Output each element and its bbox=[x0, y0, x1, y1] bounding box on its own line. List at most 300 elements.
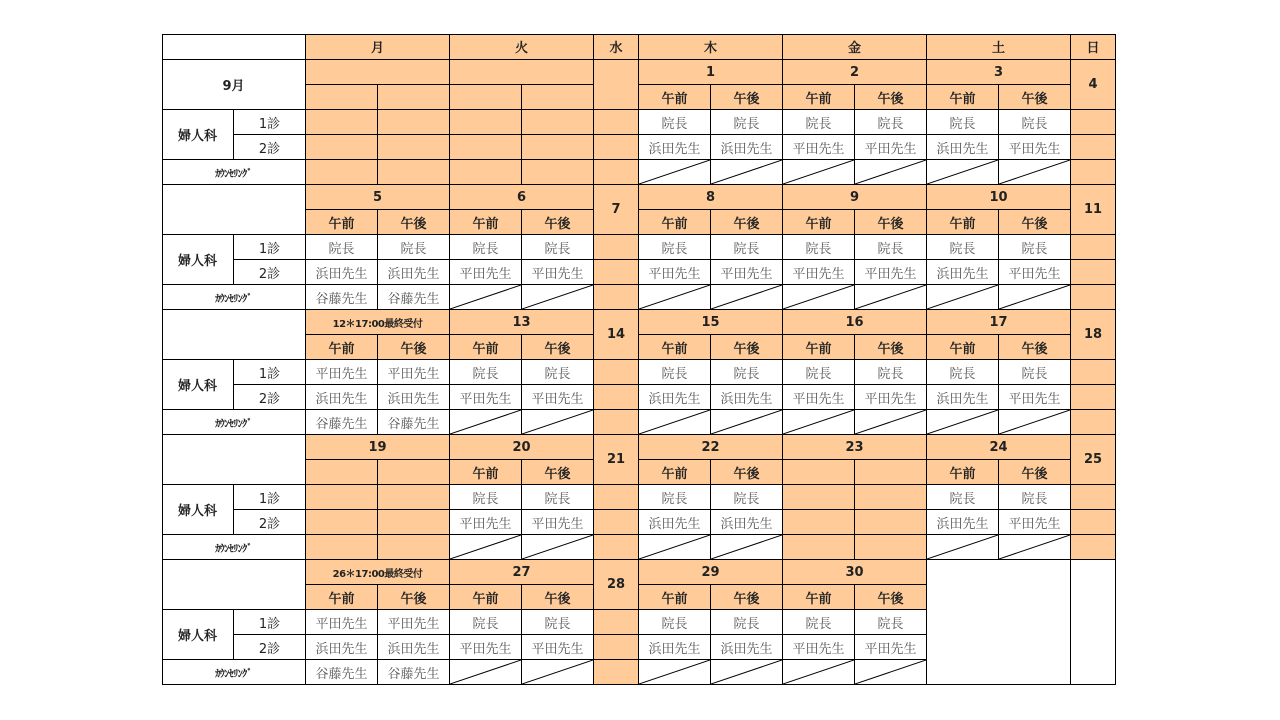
counsel-am: 谷藤先生 bbox=[306, 660, 378, 685]
diagonal-line bbox=[711, 160, 782, 184]
room1-pm: 院長 bbox=[378, 235, 450, 260]
week-label-blank bbox=[162, 185, 306, 235]
day-header-6: 日 bbox=[1071, 34, 1116, 60]
room2-am: 浜田先生 bbox=[306, 635, 378, 660]
date-mon bbox=[306, 60, 450, 85]
room1-pm: 院長 bbox=[999, 110, 1071, 135]
week-label-blank bbox=[162, 560, 306, 610]
date-closed: 4 bbox=[1071, 60, 1116, 110]
diagonal-line bbox=[855, 660, 926, 684]
diagonal-line bbox=[999, 285, 1070, 309]
diagonal-line bbox=[639, 535, 710, 559]
counsel-none-pm bbox=[711, 535, 783, 560]
date-closed: 25 bbox=[1071, 435, 1116, 485]
diagonal-line bbox=[855, 410, 926, 434]
pm-header: 午後 bbox=[711, 460, 783, 485]
date-fri: 23 bbox=[783, 435, 927, 460]
counsel-none-pm bbox=[855, 410, 927, 435]
closed-cell bbox=[594, 535, 639, 560]
closed-cell bbox=[306, 110, 378, 135]
am-header: 午前 bbox=[783, 335, 855, 360]
counsel-none-am bbox=[927, 410, 999, 435]
room2-am: 平田先生 bbox=[783, 260, 855, 285]
closed-cell bbox=[594, 610, 639, 635]
day-header-5: 土 bbox=[927, 34, 1071, 60]
counseling-label: ｶｳﾝｾﾘﾝｸﾞ bbox=[162, 410, 306, 435]
counsel-none-am bbox=[927, 285, 999, 310]
counsel-pm: 谷藤先生 bbox=[378, 285, 450, 310]
date-closed: 18 bbox=[1071, 310, 1116, 360]
room2-pm: 平田先生 bbox=[522, 510, 594, 535]
room1-pm: 院長 bbox=[999, 360, 1071, 385]
pm-header: 午後 bbox=[855, 210, 927, 235]
day-header-2: 水 bbox=[594, 34, 639, 60]
closed-cell bbox=[594, 360, 639, 385]
date-thu: 15 bbox=[639, 310, 783, 335]
counsel-none-pm bbox=[999, 535, 1071, 560]
room2-pm: 平田先生 bbox=[855, 135, 927, 160]
closed-cell bbox=[1071, 360, 1116, 385]
am-header: 午前 bbox=[783, 85, 855, 110]
room1-am: 院長 bbox=[639, 235, 711, 260]
closed-cell bbox=[1071, 410, 1116, 435]
date-fri: 30 bbox=[783, 560, 927, 585]
room2-pm: 平田先生 bbox=[855, 260, 927, 285]
diagonal-line bbox=[522, 535, 593, 559]
room2-am: 浜田先生 bbox=[306, 260, 378, 285]
room1-am: 院長 bbox=[450, 485, 522, 510]
dept-label: 婦人科 bbox=[162, 360, 234, 410]
closed-cell bbox=[1071, 510, 1116, 535]
closed-cell bbox=[306, 135, 378, 160]
pm-header: 午後 bbox=[522, 335, 594, 360]
sub-label-1: 1診 bbox=[234, 485, 306, 510]
pm-header: 午後 bbox=[522, 460, 594, 485]
counsel-none-pm bbox=[999, 160, 1071, 185]
room2-pm: 平田先生 bbox=[855, 635, 927, 660]
sub-label-1: 1診 bbox=[234, 610, 306, 635]
diagonal-line bbox=[522, 285, 593, 309]
closed-cell bbox=[450, 85, 522, 110]
date-mon: 26＊17:00最終受付 bbox=[306, 560, 450, 585]
counsel-pm: 谷藤先生 bbox=[378, 410, 450, 435]
pm-header: 午後 bbox=[999, 210, 1071, 235]
counsel-none-am bbox=[783, 285, 855, 310]
sub-label-2: 2診 bbox=[234, 260, 306, 285]
room1-pm: 院長 bbox=[711, 610, 783, 635]
room2-am: 平田先生 bbox=[450, 635, 522, 660]
closed-cell bbox=[1071, 485, 1116, 510]
counsel-none-am bbox=[450, 285, 522, 310]
closed-cell bbox=[522, 110, 594, 135]
room1-pm: 院長 bbox=[855, 360, 927, 385]
pm-header: 午後 bbox=[378, 585, 450, 610]
dept-label: 婦人科 bbox=[162, 610, 234, 660]
date-tue bbox=[450, 60, 594, 85]
closed-cell bbox=[1071, 110, 1116, 135]
date-mon: 5 bbox=[306, 185, 450, 210]
date-mon: 12＊17:00最終受付 bbox=[306, 310, 450, 335]
counsel-none-pm bbox=[999, 285, 1071, 310]
room1-pm: 院長 bbox=[522, 610, 594, 635]
closed-cell bbox=[594, 660, 639, 685]
room1-pm: 院長 bbox=[855, 610, 927, 635]
date-thu: 29 bbox=[639, 560, 783, 585]
room1-am: 院長 bbox=[639, 610, 711, 635]
pm-header: 午後 bbox=[711, 585, 783, 610]
diagonal-line bbox=[927, 285, 998, 309]
counseling-label: ｶｳﾝｾﾘﾝｸﾞ bbox=[162, 160, 306, 185]
closed-cell bbox=[450, 160, 522, 185]
counsel-none-pm bbox=[711, 285, 783, 310]
am-header: 午前 bbox=[639, 85, 711, 110]
counsel-none-pm bbox=[855, 660, 927, 685]
closed-cell bbox=[594, 160, 639, 185]
closed-cell bbox=[594, 385, 639, 410]
date-closed: 21 bbox=[594, 435, 639, 485]
closed-cell bbox=[378, 160, 450, 185]
room1-pm: 院長 bbox=[711, 110, 783, 135]
pm-header: 午後 bbox=[711, 210, 783, 235]
counsel-none-am bbox=[783, 660, 855, 685]
diagonal-line bbox=[927, 160, 998, 184]
room1-am: 院長 bbox=[927, 235, 999, 260]
room1-am: 院長 bbox=[927, 485, 999, 510]
pm-header: 午後 bbox=[711, 85, 783, 110]
room1-am: 院長 bbox=[783, 610, 855, 635]
date-fri: 16 bbox=[783, 310, 927, 335]
room1-pm: 院長 bbox=[855, 110, 927, 135]
pm-header: 午後 bbox=[855, 335, 927, 360]
closed-cell bbox=[594, 235, 639, 260]
closed-cell bbox=[522, 85, 594, 110]
closed-cell bbox=[306, 485, 378, 510]
date-closed: 7 bbox=[594, 185, 639, 235]
room1-am: 院長 bbox=[639, 485, 711, 510]
counsel-none-pm bbox=[522, 410, 594, 435]
diagonal-line bbox=[855, 160, 926, 184]
closed-cell bbox=[594, 260, 639, 285]
room1-am: 院長 bbox=[927, 110, 999, 135]
closed-cell bbox=[1071, 135, 1116, 160]
diagonal-line bbox=[999, 160, 1070, 184]
month-label: 9月 bbox=[162, 60, 306, 110]
diagonal-line bbox=[450, 410, 521, 434]
counsel-none-am bbox=[450, 660, 522, 685]
diagonal-line bbox=[783, 285, 854, 309]
sub-label-2: 2診 bbox=[234, 385, 306, 410]
closed-cell bbox=[522, 135, 594, 160]
am-header: 午前 bbox=[783, 210, 855, 235]
day-header-4: 金 bbox=[783, 34, 927, 60]
closed-cell bbox=[594, 135, 639, 160]
date-closed bbox=[594, 60, 639, 110]
diagonal-line bbox=[927, 410, 998, 434]
diagonal-line bbox=[450, 285, 521, 309]
counsel-none-pm bbox=[711, 160, 783, 185]
counsel-none-am bbox=[639, 535, 711, 560]
room2-am: 浜田先生 bbox=[639, 135, 711, 160]
closed-cell bbox=[1071, 385, 1116, 410]
room1-pm: 平田先生 bbox=[378, 610, 450, 635]
diagonal-line bbox=[711, 660, 782, 684]
pm-header: 午後 bbox=[522, 585, 594, 610]
date-sat: 17 bbox=[927, 310, 1071, 335]
room2-am: 浜田先生 bbox=[306, 385, 378, 410]
closed-cell bbox=[783, 510, 855, 535]
room2-am: 浜田先生 bbox=[927, 385, 999, 410]
am-header: 午前 bbox=[927, 460, 999, 485]
diagonal-line bbox=[522, 660, 593, 684]
room1-am: 院長 bbox=[783, 360, 855, 385]
closed-cell bbox=[855, 460, 927, 485]
counsel-none-pm bbox=[711, 660, 783, 685]
date-closed: 14 bbox=[594, 310, 639, 360]
closed-cell bbox=[855, 510, 927, 535]
counsel-none-pm bbox=[711, 410, 783, 435]
dept-label: 婦人科 bbox=[162, 110, 234, 160]
blank-area bbox=[927, 560, 1071, 685]
room2-pm: 平田先生 bbox=[999, 135, 1071, 160]
room1-pm: 院長 bbox=[711, 360, 783, 385]
room2-pm: 平田先生 bbox=[855, 385, 927, 410]
room2-pm: 浜田先生 bbox=[711, 135, 783, 160]
closed-cell bbox=[1071, 235, 1116, 260]
am-header: 午前 bbox=[639, 335, 711, 360]
pm-header: 午後 bbox=[999, 335, 1071, 360]
counsel-am: 谷藤先生 bbox=[306, 410, 378, 435]
room1-am: 院長 bbox=[639, 360, 711, 385]
room2-am: 平田先生 bbox=[450, 260, 522, 285]
closed-cell bbox=[855, 485, 927, 510]
day-header-3: 木 bbox=[639, 34, 783, 60]
room2-pm: 平田先生 bbox=[522, 385, 594, 410]
room2-am: 浜田先生 bbox=[927, 260, 999, 285]
counsel-none-pm bbox=[855, 285, 927, 310]
diagonal-line bbox=[639, 285, 710, 309]
closed-cell bbox=[1071, 260, 1116, 285]
dept-label: 婦人科 bbox=[162, 235, 234, 285]
room2-am: 平田先生 bbox=[450, 385, 522, 410]
counseling-label: ｶｳﾝｾﾘﾝｸﾞ bbox=[162, 285, 306, 310]
closed-cell bbox=[594, 285, 639, 310]
room2-am: 平田先生 bbox=[783, 385, 855, 410]
counsel-none-pm bbox=[855, 160, 927, 185]
room1-pm: 院長 bbox=[711, 485, 783, 510]
pm-header: 午後 bbox=[855, 585, 927, 610]
am-header: 午前 bbox=[639, 585, 711, 610]
closed-cell bbox=[450, 110, 522, 135]
date-thu: 1 bbox=[639, 60, 783, 85]
date-tue: 27 bbox=[450, 560, 594, 585]
counsel-none-am bbox=[450, 535, 522, 560]
am-header: 午前 bbox=[450, 335, 522, 360]
room2-pm: 平田先生 bbox=[522, 260, 594, 285]
diagonal-line bbox=[783, 660, 854, 684]
counsel-none-am bbox=[639, 285, 711, 310]
am-header: 午前 bbox=[783, 585, 855, 610]
diagonal-line bbox=[711, 535, 782, 559]
room1-am: 平田先生 bbox=[306, 610, 378, 635]
room2-pm: 浜田先生 bbox=[378, 635, 450, 660]
date-fri: 9 bbox=[783, 185, 927, 210]
am-header: 午前 bbox=[450, 210, 522, 235]
diagonal-line bbox=[639, 660, 710, 684]
closed-cell bbox=[783, 535, 855, 560]
sub-label-2: 2診 bbox=[234, 635, 306, 660]
room1-am: 院長 bbox=[783, 110, 855, 135]
closed-cell bbox=[855, 535, 927, 560]
diagonal-line bbox=[711, 285, 782, 309]
room2-pm: 平田先生 bbox=[999, 385, 1071, 410]
room1-am: 院長 bbox=[450, 610, 522, 635]
room1-pm: 院長 bbox=[522, 235, 594, 260]
room1-pm: 院長 bbox=[711, 235, 783, 260]
am-header: 午前 bbox=[927, 335, 999, 360]
date-fri: 2 bbox=[783, 60, 927, 85]
room2-am: 浜田先生 bbox=[639, 635, 711, 660]
closed-cell bbox=[594, 510, 639, 535]
room2-am: 平田先生 bbox=[783, 135, 855, 160]
corner-cell bbox=[162, 34, 306, 60]
counsel-none-pm bbox=[522, 535, 594, 560]
am-header: 午前 bbox=[450, 460, 522, 485]
closed-cell bbox=[522, 160, 594, 185]
room1-am: 院長 bbox=[783, 235, 855, 260]
pm-header: 午後 bbox=[711, 335, 783, 360]
closed-cell bbox=[1071, 160, 1116, 185]
date-closed: 28 bbox=[594, 560, 639, 610]
room2-pm: 平田先生 bbox=[999, 510, 1071, 535]
week-label-blank bbox=[162, 310, 306, 360]
closed-cell bbox=[378, 485, 450, 510]
closed-cell bbox=[378, 535, 450, 560]
closed-cell bbox=[594, 635, 639, 660]
closed-cell bbox=[450, 135, 522, 160]
sub-label-2: 2診 bbox=[234, 510, 306, 535]
room2-am: 浜田先生 bbox=[639, 385, 711, 410]
counsel-pm: 谷藤先生 bbox=[378, 660, 450, 685]
closed-cell bbox=[378, 85, 450, 110]
am-header: 午前 bbox=[639, 460, 711, 485]
am-header: 午前 bbox=[927, 85, 999, 110]
date-sat: 10 bbox=[927, 185, 1071, 210]
closed-cell bbox=[306, 535, 378, 560]
date-closed: 11 bbox=[1071, 185, 1116, 235]
diagonal-line bbox=[855, 285, 926, 309]
room1-pm: 院長 bbox=[522, 360, 594, 385]
closed-cell bbox=[594, 485, 639, 510]
counsel-none-am bbox=[450, 410, 522, 435]
date-tue: 6 bbox=[450, 185, 594, 210]
counsel-am: 谷藤先生 bbox=[306, 285, 378, 310]
room2-pm: 浜田先生 bbox=[711, 635, 783, 660]
day-header-0: 月 bbox=[306, 34, 450, 60]
am-header: 午前 bbox=[306, 210, 378, 235]
counsel-none-am bbox=[639, 660, 711, 685]
schedule-grid bbox=[162, 34, 1116, 685]
diagonal-line bbox=[522, 410, 593, 434]
date-tue: 20 bbox=[450, 435, 594, 460]
am-header: 午前 bbox=[927, 210, 999, 235]
counsel-none-pm bbox=[522, 285, 594, 310]
day-header-1: 火 bbox=[450, 34, 594, 60]
room2-am: 浜田先生 bbox=[927, 135, 999, 160]
diagonal-line bbox=[927, 535, 998, 559]
sub-label-2: 2診 bbox=[234, 135, 306, 160]
closed-cell bbox=[783, 485, 855, 510]
room1-am: 平田先生 bbox=[306, 360, 378, 385]
dept-label: 婦人科 bbox=[162, 485, 234, 535]
date-sat: 3 bbox=[927, 60, 1071, 85]
counsel-none-am bbox=[639, 410, 711, 435]
closed-cell bbox=[1071, 535, 1116, 560]
room2-am: 平田先生 bbox=[450, 510, 522, 535]
counseling-label: ｶｳﾝｾﾘﾝｸﾞ bbox=[162, 660, 306, 685]
closed-cell bbox=[594, 110, 639, 135]
room2-pm: 平田先生 bbox=[711, 260, 783, 285]
room2-pm: 浜田先生 bbox=[711, 385, 783, 410]
blank-area bbox=[1071, 560, 1116, 685]
closed-cell bbox=[306, 460, 378, 485]
diagonal-line bbox=[783, 410, 854, 434]
diagonal-line bbox=[639, 160, 710, 184]
diagonal-line bbox=[999, 410, 1070, 434]
diagonal-line bbox=[450, 660, 521, 684]
am-header: 午前 bbox=[306, 335, 378, 360]
closed-cell bbox=[378, 510, 450, 535]
room1-am: 院長 bbox=[450, 235, 522, 260]
counsel-none-pm bbox=[522, 660, 594, 685]
room1-am: 院長 bbox=[639, 110, 711, 135]
diagonal-line bbox=[639, 410, 710, 434]
closed-cell bbox=[306, 160, 378, 185]
pm-header: 午後 bbox=[378, 210, 450, 235]
counsel-none-am bbox=[639, 160, 711, 185]
counseling-label: ｶｳﾝｾﾘﾝｸﾞ bbox=[162, 535, 306, 560]
am-header: 午前 bbox=[450, 585, 522, 610]
room1-am: 院長 bbox=[927, 360, 999, 385]
room2-am: 平田先生 bbox=[639, 260, 711, 285]
room1-pm: 平田先生 bbox=[378, 360, 450, 385]
date-sat: 24 bbox=[927, 435, 1071, 460]
closed-cell bbox=[378, 110, 450, 135]
closed-cell bbox=[783, 460, 855, 485]
closed-cell bbox=[378, 135, 450, 160]
closed-cell bbox=[306, 510, 378, 535]
counsel-none-pm bbox=[999, 410, 1071, 435]
room1-pm: 院長 bbox=[855, 235, 927, 260]
room2-pm: 平田先生 bbox=[522, 635, 594, 660]
counsel-none-am bbox=[783, 410, 855, 435]
date-mon: 19 bbox=[306, 435, 450, 460]
date-tue: 13 bbox=[450, 310, 594, 335]
sub-label-1: 1診 bbox=[234, 235, 306, 260]
am-header: 午前 bbox=[639, 210, 711, 235]
sub-label-1: 1診 bbox=[234, 360, 306, 385]
room2-pm: 浜田先生 bbox=[378, 385, 450, 410]
counsel-none-am bbox=[783, 160, 855, 185]
diagonal-line bbox=[783, 160, 854, 184]
sub-label-1: 1診 bbox=[234, 110, 306, 135]
closed-cell bbox=[594, 410, 639, 435]
room1-am: 院長 bbox=[450, 360, 522, 385]
room2-am: 浜田先生 bbox=[927, 510, 999, 535]
closed-cell bbox=[1071, 285, 1116, 310]
diagonal-line bbox=[450, 535, 521, 559]
room1-pm: 院長 bbox=[522, 485, 594, 510]
room2-am: 平田先生 bbox=[783, 635, 855, 660]
